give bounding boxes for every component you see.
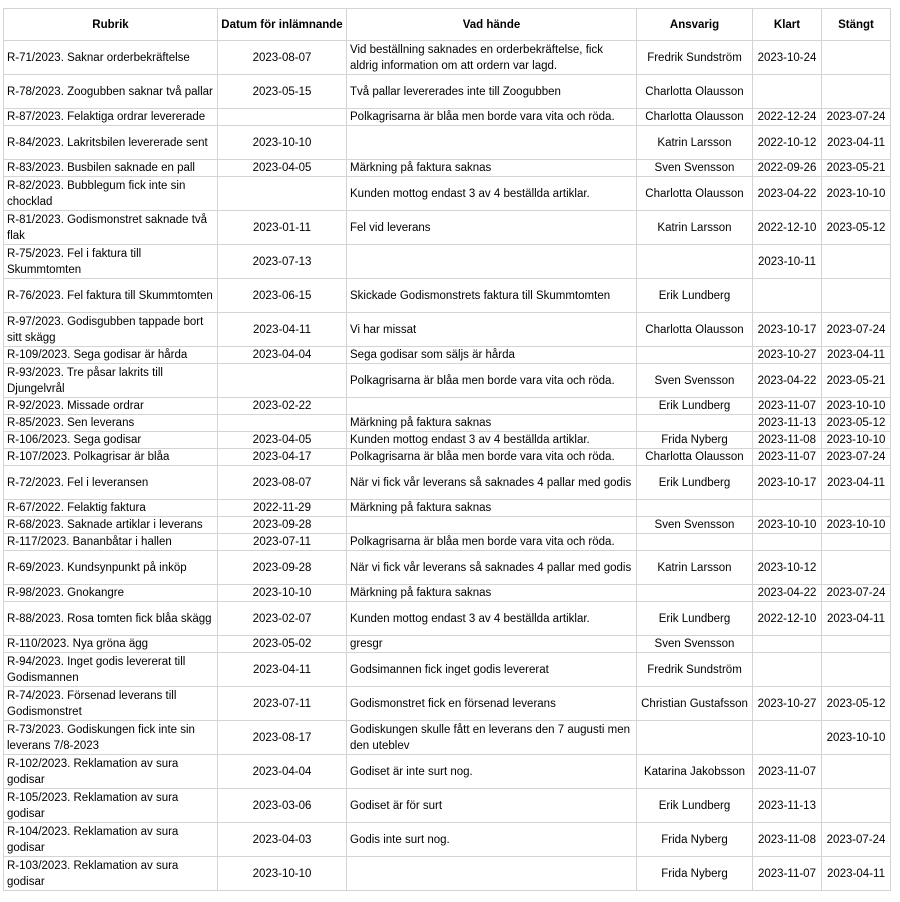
table-row[interactable]: [4, 721, 891, 755]
cell-ansvarig: Sven Svensson: [637, 517, 753, 534]
cell-stangt: 2023-10-10: [822, 398, 891, 415]
cell-klart: 2023-10-24: [753, 41, 822, 75]
cell-stangt: 2023-05-12: [822, 415, 891, 432]
cell-rubrik: R-73/2023. Godiskungen fick inte sin leverans 7/8-2023: [4, 721, 218, 755]
cell-rubrik: R-71/2023. Saknar orderbekräftelse: [4, 41, 218, 75]
column-header-rubrik[interactable]: Rubrik: [4, 9, 218, 41]
cell-stangt: 2023-10-10: [822, 177, 891, 211]
cell-vad-hande: [347, 398, 637, 415]
cell-klart: 2023-11-13: [753, 415, 822, 432]
table-body: [4, 41, 891, 891]
cell-klart: 2023-10-17: [753, 466, 822, 500]
column-header-stangt[interactable]: Stängt: [822, 9, 891, 41]
cell-stangt: 2023-05-12: [822, 687, 891, 721]
cell-stangt: 2023-07-24: [822, 449, 891, 466]
cell-rubrik: R-109/2023. Sega godisar är hårda: [4, 347, 218, 364]
cell-vad-hande: Godismonstret fick en försenad leverans: [347, 687, 637, 721]
cell-stangt: 2023-04-11: [822, 857, 891, 891]
table-row[interactable]: [4, 534, 891, 551]
cell-datum: 2023-08-07: [218, 41, 347, 75]
cell-stangt: [822, 75, 891, 109]
cell-vad-hande: Skickade Godismonstrets faktura till Skummtomten: [347, 279, 637, 313]
cell-datum: 2023-07-11: [218, 687, 347, 721]
table-row[interactable]: [4, 313, 891, 347]
cell-rubrik: R-68/2023. Saknade artiklar i leverans: [4, 517, 218, 534]
cell-vad-hande: Polkagrisarna är blåa men borde vara vita och röda.: [347, 449, 637, 466]
cell-stangt: [822, 41, 891, 75]
cell-klart: 2023-10-10: [753, 517, 822, 534]
cell-datum: 2023-02-07: [218, 602, 347, 636]
cell-klart: 2023-11-07: [753, 398, 822, 415]
cell-rubrik: R-94/2023. Inget godis levererat till Godismannen: [4, 653, 218, 687]
cell-rubrik: R-103/2023. Reklamation av sura godisar: [4, 857, 218, 891]
cell-rubrik: R-102/2023. Reklamation av sura godisar: [4, 755, 218, 789]
cell-klart: 2023-11-07: [753, 857, 822, 891]
cell-ansvarig: Frida Nyberg: [637, 823, 753, 857]
table-row[interactable]: [4, 245, 891, 279]
cell-ansvarig: Christian Gustafsson: [637, 687, 753, 721]
cell-vad-hande: [347, 517, 637, 534]
table-row[interactable]: [4, 653, 891, 687]
cell-ansvarig: Charlotta Olausson: [637, 177, 753, 211]
table-row[interactable]: [4, 126, 891, 160]
table-row[interactable]: [4, 823, 891, 857]
cell-vad-hande: Märkning på faktura saknas: [347, 160, 637, 177]
table-row[interactable]: [4, 585, 891, 602]
cell-ansvarig: Charlotta Olausson: [637, 109, 753, 126]
cell-datum: 2023-07-13: [218, 245, 347, 279]
cell-ansvarig: Fredrik Sundström: [637, 41, 753, 75]
cell-rubrik: R-76/2023. Fel faktura till Skummtomten: [4, 279, 218, 313]
cell-stangt: 2023-10-10: [822, 432, 891, 449]
table-row[interactable]: [4, 177, 891, 211]
cell-datum: 2023-08-17: [218, 721, 347, 755]
cell-rubrik: R-82/2023. Bubblegum fick inte sin chocklad: [4, 177, 218, 211]
cell-stangt: 2023-10-10: [822, 721, 891, 755]
cell-klart: 2023-10-17: [753, 313, 822, 347]
cell-stangt: 2023-05-12: [822, 211, 891, 245]
cell-datum: 2023-04-05: [218, 432, 347, 449]
cell-vad-hande: Godis inte surt nog.: [347, 823, 637, 857]
table-row[interactable]: [4, 449, 891, 466]
cell-datum: 2023-09-28: [218, 551, 347, 585]
cell-vad-hande: [347, 245, 637, 279]
cell-datum: 2023-04-04: [218, 347, 347, 364]
cell-klart: 2023-11-08: [753, 823, 822, 857]
cell-rubrik: R-67/2022. Felaktig faktura: [4, 500, 218, 517]
cell-ansvarig: Katrin Larsson: [637, 126, 753, 160]
cell-ansvarig: Sven Svensson: [637, 160, 753, 177]
cell-vad-hande: Godiset är för surt: [347, 789, 637, 823]
table-row[interactable]: [4, 500, 891, 517]
cell-ansvarig: Erik Lundberg: [637, 602, 753, 636]
cell-rubrik: R-83/2023. Busbilen saknade en pall: [4, 160, 218, 177]
column-header-datum[interactable]: Datum för inlämnande: [218, 9, 347, 41]
column-header-vad-hande[interactable]: Vad hände: [347, 9, 637, 41]
cell-klart: [753, 75, 822, 109]
table-row[interactable]: [4, 279, 891, 313]
cell-rubrik: R-74/2023. Försenad leverans till Godismonstret: [4, 687, 218, 721]
cell-rubrik: R-110/2023. Nya gröna ägg: [4, 636, 218, 653]
cell-datum: [218, 415, 347, 432]
cell-ansvarig: Erik Lundberg: [637, 398, 753, 415]
cell-ansvarig: Charlotta Olausson: [637, 75, 753, 109]
cell-klart: 2023-04-22: [753, 585, 822, 602]
cell-ansvarig: Katrin Larsson: [637, 551, 753, 585]
cell-datum: 2023-04-03: [218, 823, 347, 857]
cell-klart: 2023-10-12: [753, 551, 822, 585]
cell-ansvarig: [637, 585, 753, 602]
cell-rubrik: R-98/2023. Gnokangre: [4, 585, 218, 602]
cell-ansvarig: [637, 721, 753, 755]
cell-klart: 2023-10-11: [753, 245, 822, 279]
cell-stangt: [822, 755, 891, 789]
cell-ansvarig: Frida Nyberg: [637, 432, 753, 449]
cell-datum: 2023-02-22: [218, 398, 347, 415]
header-row: [4, 9, 891, 41]
cell-vad-hande: Vi har missat: [347, 313, 637, 347]
table-row[interactable]: [4, 109, 891, 126]
cell-rubrik: R-105/2023. Reklamation av sura godisar: [4, 789, 218, 823]
cell-ansvarig: Sven Svensson: [637, 364, 753, 398]
cell-vad-hande: Märkning på faktura saknas: [347, 585, 637, 602]
cell-vad-hande: Polkagrisarna är blåa men borde vara vita och röda.: [347, 534, 637, 551]
cell-stangt: 2023-05-21: [822, 364, 891, 398]
table-row[interactable]: [4, 160, 891, 177]
cell-klart: [753, 534, 822, 551]
cell-rubrik: R-88/2023. Rosa tomten fick blåa skägg: [4, 602, 218, 636]
cell-stangt: [822, 551, 891, 585]
cell-klart: 2022-10-12: [753, 126, 822, 160]
cell-stangt: 2023-10-10: [822, 517, 891, 534]
cell-datum: 2023-07-11: [218, 534, 347, 551]
cell-rubrik: R-84/2023. Lakritsbilen levererade sent: [4, 126, 218, 160]
cell-stangt: [822, 789, 891, 823]
cell-vad-hande: Märkning på faktura saknas: [347, 415, 637, 432]
cell-datum: 2023-10-10: [218, 126, 347, 160]
table-row[interactable]: [4, 364, 891, 398]
cell-klart: 2022-12-24: [753, 109, 822, 126]
cell-datum: 2023-01-11: [218, 211, 347, 245]
cell-klart: 2023-10-27: [753, 347, 822, 364]
table-row[interactable]: [4, 755, 891, 789]
cell-datum: 2023-10-10: [218, 857, 347, 891]
cell-ansvarig: Sven Svensson: [637, 636, 753, 653]
cell-vad-hande: [347, 126, 637, 160]
table-row[interactable]: [4, 41, 891, 75]
cell-vad-hande: När vi fick vår leverans så saknades 4 pallar med godis: [347, 551, 637, 585]
cell-vad-hande: Godsimannen fick inget godis levererat: [347, 653, 637, 687]
cell-datum: 2023-08-07: [218, 466, 347, 500]
table-row[interactable]: [4, 432, 891, 449]
cell-datum: 2023-04-17: [218, 449, 347, 466]
cell-datum: 2023-04-11: [218, 313, 347, 347]
cell-ansvarig: Charlotta Olausson: [637, 313, 753, 347]
cell-rubrik: R-104/2023. Reklamation av sura godisar: [4, 823, 218, 857]
cell-klart: 2023-11-07: [753, 449, 822, 466]
complaints-table: [3, 8, 891, 891]
cell-vad-hande: När vi fick vår leverans så saknades 4 pallar med godis: [347, 466, 637, 500]
cell-stangt: 2023-07-24: [822, 823, 891, 857]
cell-vad-hande: Kunden mottog endast 3 av 4 beställda artiklar.: [347, 602, 637, 636]
cell-stangt: [822, 653, 891, 687]
cell-stangt: [822, 245, 891, 279]
cell-ansvarig: [637, 500, 753, 517]
cell-klart: [753, 279, 822, 313]
cell-stangt: [822, 279, 891, 313]
cell-ansvarig: Charlotta Olausson: [637, 449, 753, 466]
column-header-ansvarig[interactable]: Ansvarig: [637, 9, 753, 41]
cell-klart: 2022-12-10: [753, 211, 822, 245]
cell-stangt: 2023-04-11: [822, 466, 891, 500]
cell-rubrik: R-117/2023. Bananbåtar i hallen: [4, 534, 218, 551]
cell-ansvarig: [637, 245, 753, 279]
cell-datum: 2023-05-15: [218, 75, 347, 109]
cell-rubrik: R-69/2023. Kundsynpunkt på inköp: [4, 551, 218, 585]
cell-klart: 2023-11-08: [753, 432, 822, 449]
cell-vad-hande: Godiskungen skulle fått en leverans den 7 augusti men den uteblev: [347, 721, 637, 755]
cell-klart: [753, 636, 822, 653]
cell-stangt: 2023-07-24: [822, 313, 891, 347]
table-row[interactable]: [4, 466, 891, 500]
cell-rubrik: R-107/2023. Polkagrisar är blåa: [4, 449, 218, 466]
cell-vad-hande: Godiset är inte surt nog.: [347, 755, 637, 789]
cell-vad-hande: Två pallar levererades inte till Zoogubben: [347, 75, 637, 109]
table-row[interactable]: [4, 75, 891, 109]
cell-klart: 2022-12-10: [753, 602, 822, 636]
cell-rubrik: R-85/2023. Sen leverans: [4, 415, 218, 432]
cell-stangt: [822, 500, 891, 517]
cell-vad-hande: Sega godisar som säljs är hårda: [347, 347, 637, 364]
cell-vad-hande: gresgr: [347, 636, 637, 653]
table-row[interactable]: [4, 347, 891, 364]
cell-klart: 2023-04-22: [753, 177, 822, 211]
cell-rubrik: R-72/2023. Fel i leveransen: [4, 466, 218, 500]
table-row[interactable]: [4, 636, 891, 653]
cell-stangt: 2023-07-24: [822, 585, 891, 602]
cell-rubrik: R-87/2023. Felaktiga ordrar levererade: [4, 109, 218, 126]
table-row[interactable]: [4, 789, 891, 823]
cell-datum: [218, 109, 347, 126]
cell-ansvarig: Frida Nyberg: [637, 857, 753, 891]
cell-vad-hande: [347, 857, 637, 891]
cell-ansvarig: Erik Lundberg: [637, 789, 753, 823]
cell-ansvarig: Fredrik Sundström: [637, 653, 753, 687]
cell-vad-hande: Polkagrisarna är blåa men borde vara vita och röda.: [347, 109, 637, 126]
cell-klart: 2023-11-07: [753, 755, 822, 789]
cell-vad-hande: Vid beställning saknades en orderbekräftelse, fick aldrig information om att ordern var lagd.: [347, 41, 637, 75]
cell-datum: 2022-11-29: [218, 500, 347, 517]
cell-rubrik: R-78/2023. Zoogubben saknar två pallar: [4, 75, 218, 109]
table-row[interactable]: [4, 517, 891, 534]
cell-datum: 2023-04-04: [218, 755, 347, 789]
cell-klart: [753, 500, 822, 517]
cell-stangt: 2023-04-11: [822, 602, 891, 636]
cell-rubrik: R-81/2023. Godismonstret saknade två flak: [4, 211, 218, 245]
cell-datum: 2023-04-11: [218, 653, 347, 687]
cell-klart: 2023-11-13: [753, 789, 822, 823]
cell-datum: 2023-09-28: [218, 517, 347, 534]
cell-stangt: 2023-05-21: [822, 160, 891, 177]
cell-ansvarig: [637, 347, 753, 364]
table-row[interactable]: [4, 398, 891, 415]
cell-ansvarig: Katrin Larsson: [637, 211, 753, 245]
cell-vad-hande: Polkagrisarna är blåa men borde vara vita och röda.: [347, 364, 637, 398]
table-row[interactable]: [4, 551, 891, 585]
cell-datum: 2023-10-10: [218, 585, 347, 602]
cell-datum: [218, 177, 347, 211]
table-row[interactable]: [4, 687, 891, 721]
cell-klart: [753, 653, 822, 687]
cell-stangt: [822, 636, 891, 653]
cell-datum: 2023-06-15: [218, 279, 347, 313]
cell-klart: 2023-10-27: [753, 687, 822, 721]
cell-ansvarig: [637, 415, 753, 432]
cell-rubrik: R-97/2023. Godisgubben tappade bort sitt skägg: [4, 313, 218, 347]
cell-datum: 2023-05-02: [218, 636, 347, 653]
cell-stangt: 2023-07-24: [822, 109, 891, 126]
cell-rubrik: R-92/2023. Missade ordrar: [4, 398, 218, 415]
cell-stangt: 2023-04-11: [822, 347, 891, 364]
cell-rubrik: R-75/2023. Fel i faktura till Skummtomten: [4, 245, 218, 279]
cell-vad-hande: Kunden mottog endast 3 av 4 beställda artiklar.: [347, 177, 637, 211]
cell-datum: 2023-03-06: [218, 789, 347, 823]
table-row[interactable]: [4, 415, 891, 432]
cell-vad-hande: Märkning på faktura saknas: [347, 500, 637, 517]
cell-vad-hande: Fel vid leverans: [347, 211, 637, 245]
table-row[interactable]: [4, 211, 891, 245]
cell-datum: [218, 364, 347, 398]
cell-ansvarig: Erik Lundberg: [637, 279, 753, 313]
table-row[interactable]: [4, 857, 891, 891]
cell-klart: 2023-04-22: [753, 364, 822, 398]
cell-ansvarig: Katarina Jakobsson: [637, 755, 753, 789]
cell-stangt: 2023-04-11: [822, 126, 891, 160]
cell-vad-hande: Kunden mottog endast 3 av 4 beställda artiklar.: [347, 432, 637, 449]
cell-datum: 2023-04-05: [218, 160, 347, 177]
cell-klart: 2022-09-26: [753, 160, 822, 177]
cell-rubrik: R-106/2023. Sega godisar: [4, 432, 218, 449]
column-header-klart[interactable]: Klart: [753, 9, 822, 41]
table-row[interactable]: [4, 602, 891, 636]
cell-ansvarig: [637, 534, 753, 551]
cell-klart: [753, 721, 822, 755]
cell-stangt: [822, 534, 891, 551]
cell-ansvarig: Erik Lundberg: [637, 466, 753, 500]
cell-rubrik: R-93/2023. Tre påsar lakrits till Djungelvrål: [4, 364, 218, 398]
